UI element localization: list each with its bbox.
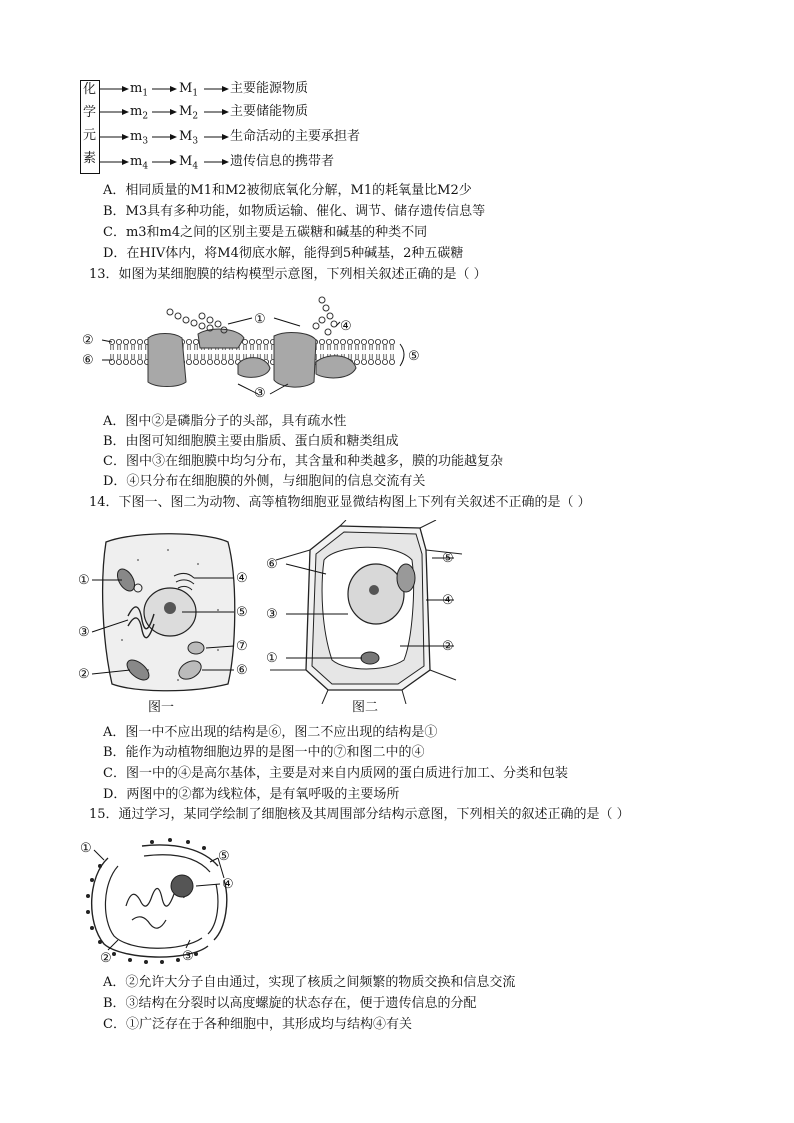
phospholipid-head <box>207 359 212 364</box>
q13-option-b: B．由图可知细胞膜主要由脂质、蛋白质和糖类组成 <box>103 434 399 449</box>
phospholipid-tail <box>265 345 267 350</box>
phospholipid-tail <box>363 354 365 359</box>
phospholipid-tail <box>223 354 225 359</box>
inner-protein <box>316 356 356 378</box>
phospholipid-tail <box>118 345 120 350</box>
fig2-label-2: ② <box>442 639 454 654</box>
phospholipid-tail <box>244 345 246 350</box>
function-text: 遗传信息的携带者 <box>230 154 335 169</box>
phospholipid-tail <box>356 354 358 359</box>
q14-stem: 14．下图一、图二为动物、高等植物细胞亚显微结构图上下列有关叙述不正确的是（ ） <box>89 495 591 510</box>
transmembrane-protein <box>274 333 316 388</box>
fig2-label-4: ④ <box>442 593 454 608</box>
plant-cell-figure <box>266 520 466 704</box>
phospholipid-tail <box>118 354 120 359</box>
phospholipid-tail <box>384 345 386 350</box>
q14-option-d: D．两图中的②都为线粒体，是有氧呼吸的主要场所 <box>103 787 400 802</box>
q13-option-d: D．④只分布在细胞膜的外侧，与细胞间的信息交流有关 <box>103 474 426 489</box>
fig1-caption: 图一 <box>148 700 175 715</box>
bracket-char: 化 <box>83 82 97 97</box>
phospholipid-head <box>382 359 387 364</box>
phospholipid-head <box>382 339 387 344</box>
phospholipid-head <box>221 359 226 364</box>
chloroplast <box>397 564 415 592</box>
label-4: ④ <box>222 877 234 892</box>
fig1-label-3: ③ <box>78 625 90 640</box>
q12-option-a: A．相同质量的M1和M2被彻底氧化分解，M1的耗氧量比M2少 <box>103 183 472 198</box>
phospholipid-head <box>256 339 261 344</box>
phospholipid-tail <box>342 345 344 350</box>
fig1-label-5: ⑤ <box>236 605 248 620</box>
phospholipid-head <box>116 359 121 364</box>
vesicle-cluster <box>188 642 204 654</box>
phospholipid-head <box>228 359 233 364</box>
m-label: $m_4$ <box>130 154 149 172</box>
label-3: ③ <box>182 949 194 964</box>
phospholipid-head <box>347 339 352 344</box>
phospholipid-tail <box>125 345 127 350</box>
label-2: ② <box>100 951 112 966</box>
phospholipid-tail <box>216 354 218 359</box>
phospholipid-tail <box>349 354 351 359</box>
phospholipid-head <box>389 339 394 344</box>
phospholipid-tail <box>377 345 379 350</box>
phospholipid-tail <box>335 345 337 350</box>
phospholipid-head <box>368 339 373 344</box>
phospholipid-head <box>130 359 135 364</box>
sugar-chains <box>167 297 337 335</box>
label-6: ⑥ <box>82 353 94 368</box>
phospholipid-head <box>340 339 345 344</box>
fig2-label-5: ⑤ <box>442 551 454 566</box>
fig1-label-1: ① <box>78 573 90 588</box>
phospholipid-tail <box>251 345 253 350</box>
phospholipid-head <box>214 359 219 364</box>
phospholipid-tail <box>349 345 351 350</box>
phospholipid-head <box>123 339 128 344</box>
q15-option-a: A．②允许大分子自由通过，实现了核质之间频繁的物质交换和信息交流 <box>103 975 516 990</box>
phospholipid-head <box>193 339 198 344</box>
fig1-label-6: ⑥ <box>236 663 248 678</box>
M-label: $M_4$ <box>179 154 199 172</box>
membrane-diagram <box>78 292 428 404</box>
M-label: $M_3$ <box>179 129 199 147</box>
phospholipid-tail <box>111 345 113 350</box>
nucleolus <box>171 875 193 897</box>
phospholipid-tail <box>195 345 197 350</box>
m-label: $m_1$ <box>130 81 149 99</box>
fig1-label-2: ② <box>78 667 90 682</box>
phospholipid-head <box>354 339 359 344</box>
label-2: ② <box>82 333 94 348</box>
fig1-label-7: ⑦ <box>236 639 248 654</box>
nucleus-diagram <box>78 836 248 966</box>
phospholipid-tail <box>125 354 127 359</box>
phospholipid-head <box>130 339 135 344</box>
fig2-label-6: ⑥ <box>266 557 278 572</box>
q13-option-a: A．图中②是磷脂分子的头部，具有疏水性 <box>103 414 347 429</box>
q15-stem: 15．通过学习，某同学绘制了细胞核及其周围部分结构示意图，下列相关的叙述正确的是（ ） <box>89 807 630 822</box>
phospholipid-head <box>319 339 324 344</box>
bracket-char: 素 <box>83 151 97 166</box>
q13-option-c: C．图中③在细胞膜中均匀分布，其含量和种类越多，膜的功能越复杂 <box>103 454 503 469</box>
phospholipid-tail <box>188 345 190 350</box>
q12-option-d: D．在HIV体内，将M4彻底水解，能得到5种碱基，2种五碳糖 <box>103 246 464 261</box>
phospholipid-head <box>116 339 121 344</box>
phospholipid-tail <box>195 354 197 359</box>
phospholipid-head <box>186 339 191 344</box>
label-5: ⑤ <box>408 349 420 364</box>
phospholipid-head <box>333 339 338 344</box>
m-label: $m_3$ <box>130 129 149 147</box>
phospholipid-head <box>375 359 380 364</box>
fig2-label-3: ③ <box>266 607 278 622</box>
phospholipid-head <box>123 359 128 364</box>
label-5: ⑤ <box>218 849 230 864</box>
phospholipid-tail <box>391 345 393 350</box>
q15-option-c: C．①广泛存在于各种细胞中，其形成均与结构④有关 <box>103 1017 412 1032</box>
phospholipid-head <box>354 359 359 364</box>
bracket-char: 学 <box>83 105 97 120</box>
label-1: ① <box>254 312 266 327</box>
q14-option-a: A．图一中不应出现的结构是⑥，图二不应出现的结构是① <box>103 725 438 740</box>
phospholipid-tail <box>384 354 386 359</box>
bracket-char: 元 <box>83 128 97 143</box>
phospholipid-tail <box>111 354 113 359</box>
phospholipid-head <box>263 339 268 344</box>
phospholipid-tail <box>139 354 141 359</box>
phospholipid-head <box>186 359 191 364</box>
phospholipid-tail <box>356 345 358 350</box>
phospholipid-tail <box>209 354 211 359</box>
m-label: $m_2$ <box>130 104 149 122</box>
mitochondrion <box>361 652 379 664</box>
q14-option-b: B．能作为动植物细胞边界的是图一中的⑦和图二中的④ <box>103 745 425 760</box>
channel-protein <box>148 334 186 387</box>
nucleolus <box>164 602 176 614</box>
M-label: $M_1$ <box>179 81 199 99</box>
q12-option-b: B．M3具有多种功能，如物质运输、催化、调节、储存遗传信息等 <box>103 204 486 219</box>
phospholipid-head <box>137 339 142 344</box>
q15-option-b: B．③结构在分裂时以高度螺旋的状态存在，便于遗传信息的分配 <box>103 996 477 1011</box>
phospholipid-tail <box>188 354 190 359</box>
phospholipid-head <box>326 339 331 344</box>
phospholipid-tail <box>230 354 232 359</box>
phospholipid-tail <box>132 345 134 350</box>
phospholipid-tail <box>139 345 141 350</box>
q12-option-c: C．m3和m4之间的区别主要是五碳糖和碱基的种类不同 <box>103 225 428 240</box>
phospholipid-head <box>249 339 254 344</box>
phospholipid-tail <box>258 345 260 350</box>
fig2-caption: 图二 <box>352 700 379 715</box>
phospholipid-tail <box>328 345 330 350</box>
phospholipid-head <box>375 339 380 344</box>
phospholipid-tail <box>132 354 134 359</box>
phospholipid-tail <box>265 354 267 359</box>
phospholipid-tail <box>370 354 372 359</box>
surface-protein <box>198 329 244 348</box>
phospholipid-tail <box>202 354 204 359</box>
phospholipid-head <box>368 359 373 364</box>
phospholipid-tail <box>370 345 372 350</box>
M-label: $M_2$ <box>179 104 199 122</box>
label-4: ④ <box>340 319 352 334</box>
function-text: 主要能源物质 <box>230 81 309 96</box>
fig1-label-4: ④ <box>236 571 248 586</box>
nucleolus <box>369 585 379 595</box>
q13-stem: 13．如图为某细胞膜的结构模型示意图，下列相关叙述正确的是（ ） <box>89 267 487 282</box>
q14-option-c: C．图一中的④是高尔基体，主要是对来自内质网的蛋白质进行加工、分类和包装 <box>103 766 568 781</box>
animal-cell-figure <box>78 520 258 704</box>
outer-nuclear-membrane <box>92 858 208 957</box>
element-diagram <box>80 78 400 174</box>
phospholipid-tail <box>363 345 365 350</box>
phospholipid-tail <box>391 354 393 359</box>
phospholipid-head <box>137 359 142 364</box>
phospholipid-head <box>361 359 366 364</box>
phospholipid-head <box>389 359 394 364</box>
label-3: ③ <box>254 386 266 401</box>
phospholipid-head <box>193 359 198 364</box>
phospholipid-tail <box>321 345 323 350</box>
phospholipid-tail <box>377 354 379 359</box>
label-1: ① <box>80 841 92 856</box>
function-text: 主要储能物质 <box>230 104 309 119</box>
fig2-label-1: ① <box>266 651 278 666</box>
phospholipid-head <box>361 339 366 344</box>
phospholipid-tail <box>237 354 239 359</box>
function-text: 生命活动的主要承担者 <box>230 129 361 144</box>
phospholipid-head <box>200 359 205 364</box>
